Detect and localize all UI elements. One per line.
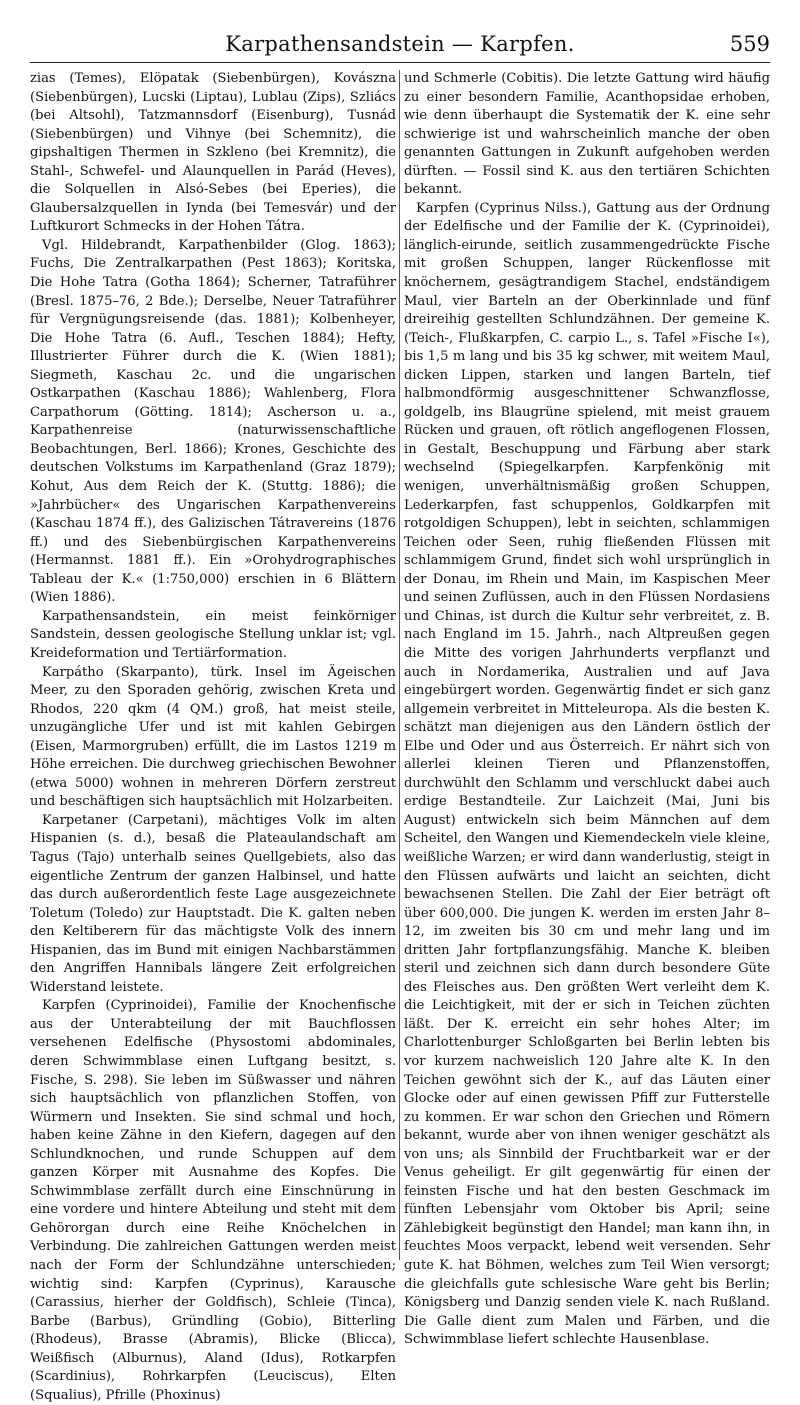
- paragraph: zias (Temes), Elöpatak (Siebenbürgen), Kovászna (Siebenbürgen), Lucski (Liptau), Lublau (Zips), Szliács (bei Altsohl), Tatzmannsdorf (Eisenburg), Tusnád (Siebenbürgen) und Vihnye (bei Schemnitz), die gipshaltigen Thermen in Szkleno (bei Kremnitz), die Stahl-, Schwefel- und Alaunquellen in Parád (Heves), die Solquellen in Alsó-Sebes (bei Eperies), die Glaubersalzquellen in Iynda (bei Temesvár) und der Luftkurort Schmecks in der Hohen Tátra.: [30, 71, 396, 235]
- left-column: [30, 70, 396, 1403]
- page-number: 559: [729, 32, 770, 56]
- right-column: [404, 70, 770, 1348]
- paragraph: Karpátho (Skarpanto), türk. Insel im Ägeischen Meer, zu den Sporaden gehörig, zwischen Kreta und Rhodos, 220 qkm (4 QM.) groß, hat meist steile, unzugängliche Ufer und ist mit kahlen Gebirgen (Eisen, Marmorgruben) erfüllt, die im Lastos 1219 m Höhe erreichen. Die durchweg griechischen Bewohner (etwa 5000) wohnen in mehreren Dörfern zerstreut und beschäftigen sich hauptsächlich mit Holzarbeiten.: [30, 664, 396, 810]
- paragraph: Karpfen (Cyprinoidei), Familie der Knochenfische aus der Unterabteilung der mit Bauchflossen versehenen Edelfische (Physostomi abdominales, deren Schwimmblase einen Luftgang besitzt, s. Fische, S. 298). Sie leben im Süßwasser und nähren sich hauptsächlich von pflanzlichen Stoffen, von Würmern und Insekten. Sie sind schmal und hoch, haben keine Zähne in den Kiefern, dagegen auf den Schlundknochen, und runde Schuppen auf dem ganzen Körper mit Ausnahme des Kopfes. Die Schwimmblase zerfällt durch eine Einschnürung in eine vordere und hintere Abteilung und steht mit dem Gehörorgan durch eine Reihe Knöchelchen in Verbindung. Die zahlreichen Gattungen werden meist nach der Form der Schlundzähne unterschieden; wichtig sind: Karpfen (Cyprinus), Karausche (Carassius, hierher der Goldfisch), Schleie (Tinca), Barbe (Barbus), Gründling (Gobio), Bitterling (Rhodeus), Brasse (Abramis), Blicke (Blicca), Weißfisch (Alburnus), Aland (Idus), Rotkarpfen (Scardinius), Rohrkarpfen (Leuciscus), Elten (Squalius), Pfrille (Phoxinus): [30, 998, 396, 1403]
- paragraph: Karpfen (Cyprinus Nilss.), Gattung aus der Ordnung der Edelfische und der Familie der K. (Cyprinoidei), länglich-eirunde, seitlich zusammengedrückte Fische mit großen Schuppen, langer Rückenflosse mit knöchernem, gesägtrandigem Stachel, endständigem Maul, vier Barteln an der Oberkinnlade und fünf dreireihig gestellten Schlundzähnen. Der gemeine K. (Teich-, Flußkarpfen, C. carpio L., s. Tafel »Fische I«), bis 1,5 m lang und bis 35 kg schwer, mit weitem Maul, dicken Lippen, starken und langen Barteln, tief halbmondförmig ausgeschnittener Schwanzflosse, goldgelb, ins Blaugrüne spielend, mit meist grauem Rücken und grauen, oft rötlich angeflogenen Flossen, in Gestalt, Beschuppung und Färbung aber stark wechselnd (Spiegelkarpfen. Karpfenkönig mit wenigen, unverhältnismäßig großen Schuppen, Lederkarpfen, fast schuppenlos, Goldkarpfen mit rotgoldigen Schuppen), lebt in seichten, schlammigen Teichen oder Seen, ruhig fließenden Flüssen mit schlammigem Grund, findet sich wohl ursprünglich in der Donau, im Rhein und Main, im Kaspischen Meer und seinen Zuflüssen, auch in den Flüssen Nordasiens und Chinas, ist durch die Kultur sehr verbreitet, z. B. nach England im 15. Jahrh., nach Altpreußen gegen die Mitte des vorigen Jahrhunderts verpflanzt und auch in Nordamerika, Australien und auf Java eingebürgert worden. Gegenwärtig findet er sich ganz allgemein verbreitet in Mitteleuropa. Als die besten K. schätzt man diejenigen aus den Ländern östlich der Elbe und Oder und aus Österreich. Er nährt sich von allerlei kleinen Tieren und Pflanzenstoffen, durchwühlt den Schlamm und verschluckt dabei auch erdige Bestandteile. Zur Laichzeit (Mai, Juni bis August) entwickeln sich beim Männchen auf dem Scheitel, den Wangen und Kiemendeckeln viele kleine, weißliche Warzen; er wird dann wanderlustig, steigt in den Flüssen aufwärts und laicht an seichten, dicht bewachsenen Stellen. Die Zahl der Eier beträgt oft über 600,000. Die jungen K. werden im ersten Jahr 8–12, im zweiten bis 30 cm und mehr lang und im dritten Jahr fortpflanzungsfähig. Manche K. bleiben steril und zeichnen sich dann durch besondere Güte des Fleisches aus. Den größten Wert verleiht dem K. die Leichtigkeit, mit der er sich in Teichen züchten läßt. Der K. erreicht ein sehr hohes Alter; im Charlottenburger Schloßgarten bei Berlin lebten bis vor kurzem nachweislich 120 Jahre alte K. In den Teichen gewöhnt sich der K., auf das Läuten einer Glocke oder auf einen gewissen Pfiff zur Futterstelle zu kommen. Er war schon den Griechen und Römern bekannt, wurde aber von ihnen weniger geschätzt als von uns; als Sinnbild der Fruchtbarkeit war er der Venus geheiligt. Er gilt gegenwärtig für einen der feinsten Fische und hat den besten Geschmack im fünften Lebensjahr vom Oktober bis April; seine Zählebigkeit begünstigt den Handel; man kann ihn, in feuchtes Moos verpackt, lebend weit versenden. Sehr gute K. hat Böhmen, welches zum Teil Wien versorgt; die gleichfalls gute schlesische Ware geht bis Berlin; Königsberg und Danzig senden viele K. nach Rußland. Die Galle dient zum Malen und Färben, und die Schwimmblase liefert schlechte Hausenblase.: [404, 200, 770, 1348]
- page-header: [30, 28, 770, 63]
- paragraph: Vgl. Hildebrandt, Karpathenbilder (Glog. 1863); Fuchs, Die Zentralkarpathen (Pest 1863); Koritska, Die Hohe Tatra (Gotha 1864); Scherner, Tatraführer (Bresl. 1875–76, 2 Bde.); Derselbe, Neuer Tatraführer für Vergnügungsreisende (das. 1881); Kolbenheyer, Die Hohe Tatra (6. Aufl., Teschen 1884); Hefty, Illustrierter Führer durch die K. (Wien 1881); Siegmeth, Kaschau 2c. und die ungarischen Ostkarpathen (Kaschau 1886); Wahlenberg, Flora Carpathorum (Götting. 1814); Ascherson u. a., Karpathenreise (naturwissenschaftliche Beobachtungen, Berl. 1866); Krones, Geschichte des deutschen Volkstums im Karpathenland (Graz 1879); Kohut, Aus dem Reich der K. (Stuttg. 1886); die »Jahrbücher« des Ungarischen Karpathenvereins (Kaschau 1874 ff.), des Galizischen Tátravereins (1876 ff.) und des Siebenbürgischen Karpathenvereins (Hermannst. 1881 ff.). Ein »Orohydrographisches Tableau der K.« (1:750,000) erschien in 6 Blättern (Wien 1886).: [30, 237, 396, 606]
- paragraph: und Schmerle (Cobitis). Die letzte Gattung wird häufig zu einer besondern Familie, Acanthopsidae erhoben, wie denn überhaupt die Systematik der K. eine sehr schwierige ist und wahrscheinlich manche der oben genannten Gattungen in Zukunft aufgehoben werden dürften. — Fossil sind K. aus den tertiären Schichten bekannt.: [404, 71, 770, 198]
- paragraph: Karpathensandstein, ein meist feinkörniger Sandstein, dessen geologische Stellung unklar ist; vgl. Kreideformation und Tertiärformation.: [30, 608, 396, 661]
- running-title: Karpathensandstein — Karpfen.: [225, 32, 575, 56]
- paragraph: Karpetaner (Carpetani), mächtiges Volk im alten Hispanien (s. d.), besaß die Plateaulandschaft am Tagus (Tajo) unterhalb seines Quellgebiets, also das eigentliche Zentrum der ganzen Halbinsel, und hatte das durch außerordentlich feste Lage ausgezeichnete Toletum (Toledo) zur Hauptstadt. Die K. galten neben den Keltiberern für das mächtigste Volk des innern Hispanien, das im Bund mit einigen Nachbarstämmen den Angriffen Hannibals längere Zeit erfolgreichen Widerstand leistete.: [30, 812, 396, 995]
- column-divider: [399, 70, 400, 1260]
